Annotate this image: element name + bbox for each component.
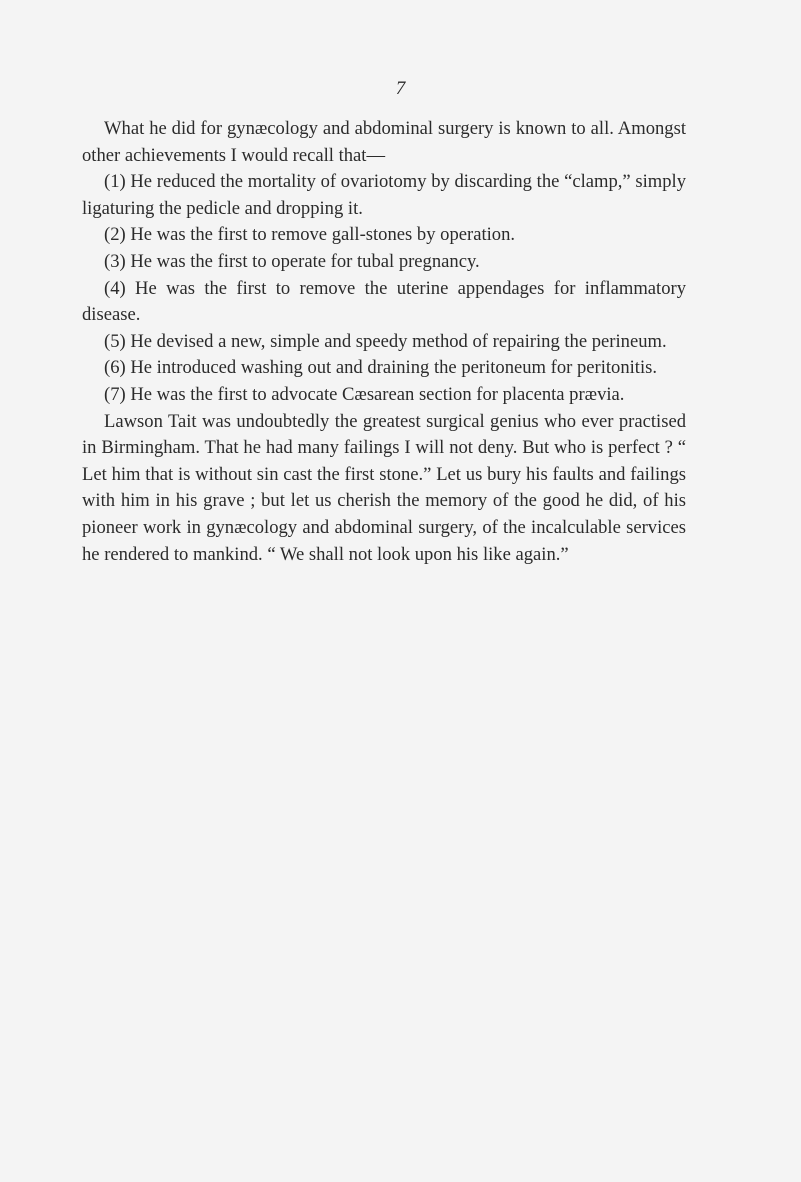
paragraph-item-7: (7) He was the first to advocate Cæsarean section for placenta prævia. xyxy=(104,383,625,405)
paragraph-item-1: (1) He reduced the mortality of ovariotomy by discarding the “clamp,” simply ligaturing the pedicle and dropping it. xyxy=(82,171,686,219)
paragraph-item-4: (4) He was the first to remove the uterine appendages for inflammatory disease. xyxy=(82,277,686,326)
paragraph-intro: What he did for gynæcology and abdominal surgery is known to all. Amongst other achievements I would recall that— xyxy=(82,118,686,166)
paragraph-item-6: (6) He introduced washing out and draining the peritoneum for peritonitis. xyxy=(104,357,658,379)
paragraph-item-2: (2) He was the first to remove gall-stones by operation. xyxy=(104,224,516,246)
body-text xyxy=(82,116,686,568)
paragraph-item-5: (5) He devised a new, simple and speedy method of repairing the perineum. xyxy=(104,330,667,352)
page-number: 7 xyxy=(395,78,406,99)
paragraph-conclusion: Lawson Tait was undoubtedly the greatest surgical genius who ever practised in Birmingham. That he had many failings I will not deny. But who is perfect ? “ Let him that is without sin cast the first stone.” Let us bury his faults and failings with him in his grave ; but let us cherish the memory of the good he did, of his pioneer work in gynæcology and abdominal surgery, of the incalculable services he rendered to mankind. “ We shall not look upon his like again.” xyxy=(82,410,686,565)
paragraph-item-3: (3) He was the first to operate for tubal pregnancy. xyxy=(104,250,480,272)
